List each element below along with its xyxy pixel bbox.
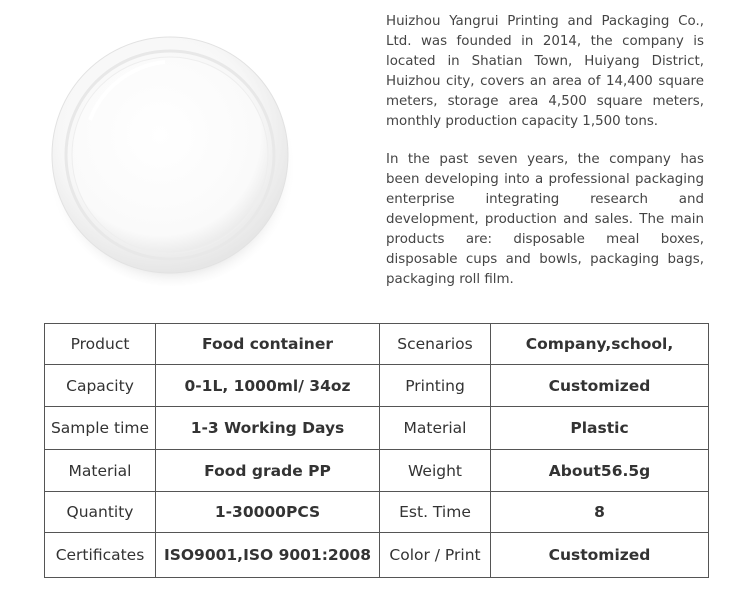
table-row — [45, 324, 709, 365]
spec-value: Plastic — [491, 407, 709, 450]
company-intro — [386, 12, 704, 308]
spec-label: Capacity — [45, 365, 156, 407]
spec-value: Customized — [491, 533, 709, 578]
spec-label: Material — [380, 407, 491, 450]
spec-value: Company,school, — [491, 324, 709, 365]
spec-table — [44, 323, 709, 578]
spec-label: Material — [45, 450, 156, 492]
plate-icon — [45, 10, 335, 300]
spec-label: Printing — [380, 365, 491, 407]
table-row — [45, 450, 709, 492]
spec-value: ISO9001,ISO 9001:2008 — [156, 533, 380, 578]
spec-label: Sample time — [45, 407, 156, 450]
spec-value: 1-30000PCS — [156, 492, 380, 533]
spec-value: 0-1L, 1000ml/ 34oz — [156, 365, 380, 407]
spec-value: Food container — [156, 324, 380, 365]
product-image — [45, 10, 335, 300]
spec-label: Product — [45, 324, 156, 365]
spec-label: Est. Time — [380, 492, 491, 533]
table-row — [45, 533, 709, 578]
table-row — [45, 365, 709, 407]
spec-label: Certificates — [45, 533, 156, 578]
spec-value: Customized — [491, 365, 709, 407]
spec-value: 1-3 Working Days — [156, 407, 380, 450]
spec-value: 8 — [491, 492, 709, 533]
spec-value: About56.5g — [491, 450, 709, 492]
spec-label: Weight — [380, 450, 491, 492]
spec-value: Food grade PP — [156, 450, 380, 492]
spec-label: Color / Print — [380, 533, 491, 578]
spec-label: Scenarios — [380, 324, 491, 365]
spec-label: Quantity — [45, 492, 156, 533]
intro-paragraph: Huizhou Yangrui Printing and Packaging Co., Ltd. was founded in 2014, the company is located in Shatian Town, Huiyang District, Huizhou city, covers an area of 14,400 square meters, storage area 4,500 square meters, monthly production capacity 1,500 tons. — [386, 14, 704, 129]
table-row — [45, 492, 709, 533]
intro-paragraph: In the past seven years, the company has been developing into a professional packaging enterprise integrating research and development, production and sales. The main products are: disposable meal boxes, disposable cups and bowls, packaging bags, packaging roll film. — [386, 152, 704, 287]
table-row — [45, 407, 709, 450]
